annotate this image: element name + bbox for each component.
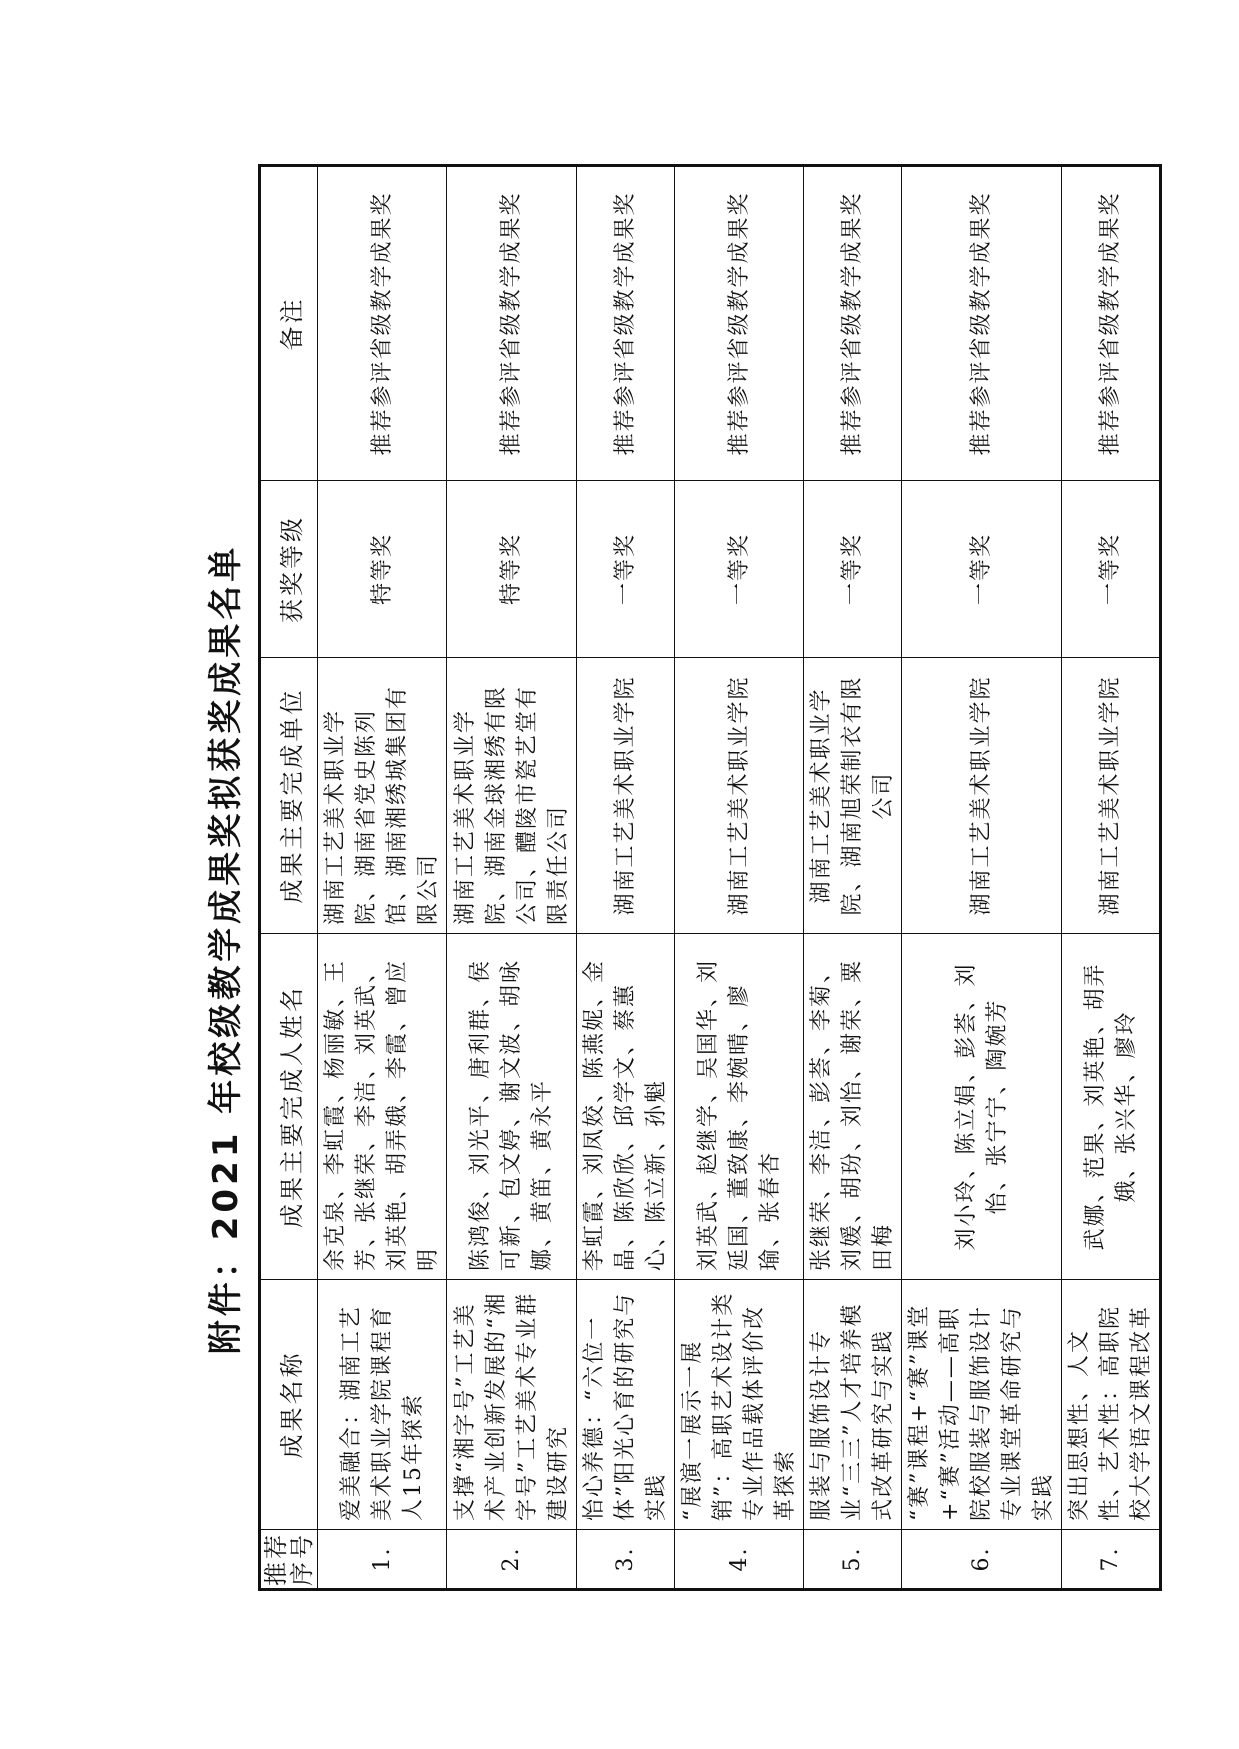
cell-name: “展演一展示一展销”：高职艺术设计类专业作品载体评价改革探索	[675, 1280, 804, 1530]
cell-people: 武娜、范果、刘英艳、胡弄娥、张兴华、廖玲	[1062, 934, 1161, 1280]
cell-level: 特等奖	[318, 481, 447, 658]
cell-name: 支撑“湘字号”工艺美术产业创新发展的“湘字号”工艺美术专业群建设研究	[447, 1280, 577, 1530]
cell-level: 一等奖	[902, 481, 1062, 658]
cell-unit: 湖南工艺美术职业学院	[1062, 658, 1161, 934]
cell-note: 推荐参评省级教学成果奖	[577, 166, 675, 481]
cell-unit: 湖南工艺美术职业学院	[902, 658, 1062, 934]
header-note: 备注	[260, 166, 318, 481]
cell-name: 突出思想性、人文性、艺术性：高职院校大学语文课程改革	[1062, 1280, 1161, 1530]
cell-name: “赛”课程+“赛”课堂+“赛”活动——高职院校服装与服饰设计专业课堂革命研究与实践	[902, 1280, 1062, 1530]
table-row	[318, 166, 447, 1590]
cell-note: 推荐参评省级教学成果奖	[447, 166, 577, 481]
header-level: 获奖等级	[260, 481, 318, 658]
table-row	[675, 166, 804, 1590]
table-row	[1062, 166, 1161, 1590]
cell-unit: 湖南工艺美术职业学院、湖南旭荣制衣有限公司	[804, 658, 902, 934]
cell-people: 余克泉、李虹霞、杨丽敏、王芳、张继荣、李洁、刘英武、刘英艳、胡弄娥、李霞、曾应明	[318, 934, 447, 1280]
cell-people: 刘小玲、陈立娟、彭荟、刘怡、张宁宁、陶婉芳	[902, 934, 1062, 1280]
cell-note: 推荐参评省级教学成果奖	[318, 166, 447, 481]
table-header-row	[260, 166, 318, 1590]
cell-name: 怡心养德：“六位一体”阳光心育的研究与实践	[577, 1280, 675, 1530]
cell-seq: 2.	[447, 1530, 577, 1590]
cell-people: 陈鸿俊、刘光平、唐利群、侯可新、包文婷、谢文波、胡咏娜、黄笛、黄永平	[447, 934, 577, 1280]
cell-seq: 3.	[577, 1530, 675, 1590]
cell-level: 一等奖	[577, 481, 675, 658]
table-row	[902, 166, 1062, 1590]
award-table	[258, 164, 1162, 1591]
cell-level: 一等奖	[675, 481, 804, 658]
cell-unit: 湖南工艺美术职业学院	[577, 658, 675, 934]
cell-name: 爱美融合：湖南工艺美术职业学院课程育人15年探索	[318, 1280, 447, 1530]
cell-people: 刘英武、赵继学、吴国华、刘延国、董致康、李婉晴、廖瑜、张春杏	[675, 934, 804, 1280]
header-people: 成果主要完成人姓名	[260, 934, 318, 1280]
cell-name: 服装与服饰设计专业“三三”人才培养模式改革研究与实践	[804, 1280, 902, 1530]
cell-unit: 湖南工艺美术职业学院	[675, 658, 804, 934]
cell-note: 推荐参评省级教学成果奖	[1062, 166, 1161, 481]
document-title: 附件：2021 年校级教学成果奖拟获奖成果名单	[206, 543, 246, 1355]
table-row	[447, 166, 577, 1590]
header-seq: 推荐 序号	[260, 1530, 318, 1590]
cell-seq: 7.	[1062, 1530, 1161, 1590]
cell-note: 推荐参评省级教学成果奖	[675, 166, 804, 481]
cell-seq: 5.	[804, 1530, 902, 1590]
table-row	[804, 166, 902, 1590]
cell-people: 李虹霞、刘凤姣、陈燕妮、金晶、陈欣欣、邱学文、蔡蕙心、陈立新、孙魁	[577, 934, 675, 1280]
cell-note: 推荐参评省级教学成果奖	[902, 166, 1062, 481]
cell-level: 特等奖	[447, 481, 577, 658]
cell-unit: 湖南工艺美术职业学院、湖南金球湘绣有限公司、醴陵市瓷艺堂有限责任公司	[447, 658, 577, 934]
cell-seq: 4.	[675, 1530, 804, 1590]
cell-unit: 湖南工艺美术职业学院、湖南省党史陈列馆、湖南湘绣城集团有限公司	[318, 658, 447, 934]
cell-people: 张继荣、李洁、彭荟、李菊、刘媛、胡玢、刘怡、谢荣、粟田梅	[804, 934, 902, 1280]
cell-note: 推荐参评省级教学成果奖	[804, 166, 902, 481]
table-row	[577, 166, 675, 1590]
cell-level: 一等奖	[1062, 481, 1161, 658]
header-name: 成果名称	[260, 1280, 318, 1530]
cell-level: 一等奖	[804, 481, 902, 658]
header-unit: 成果主要完成单位	[260, 658, 318, 934]
cell-seq: 6.	[902, 1530, 1062, 1590]
cell-seq: 1.	[318, 1530, 447, 1590]
